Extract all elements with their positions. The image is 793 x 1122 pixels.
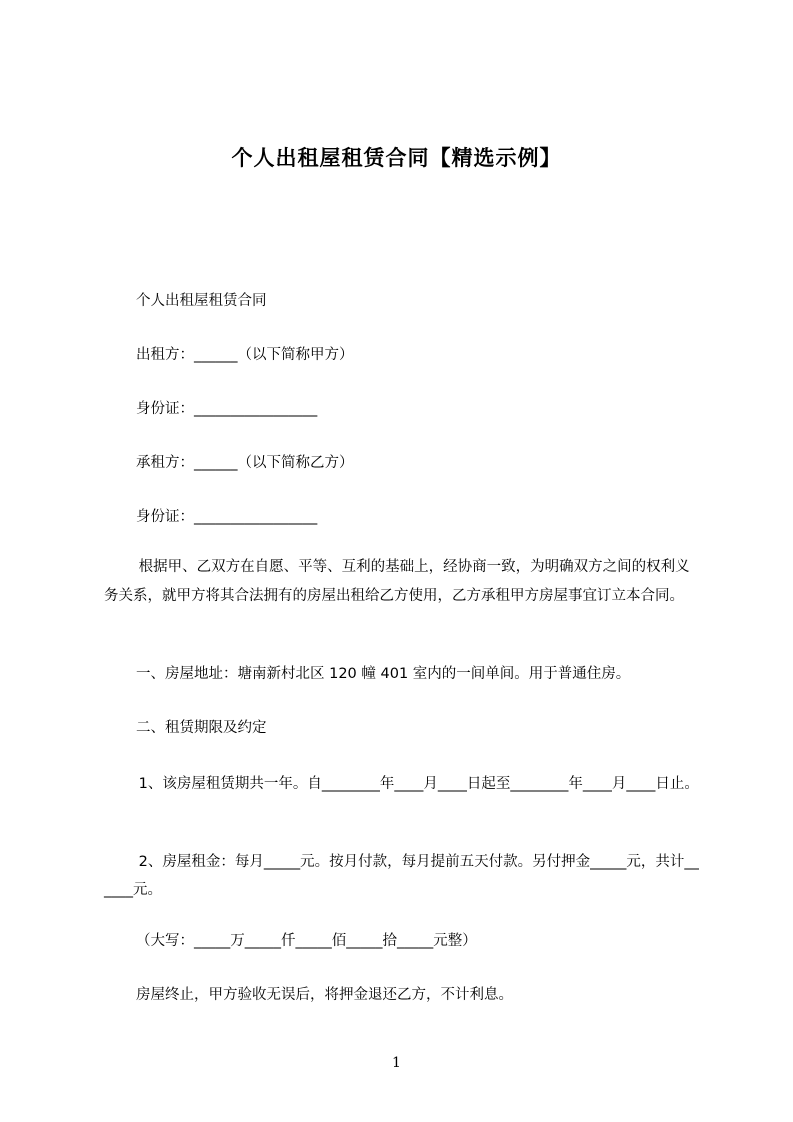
- clause-1-address: 一、房屋地址：塘南新村北区 120 幢 401 室内的一间单间。用于普通住房。: [136, 666, 631, 682]
- preamble-paragraph: 根据甲、乙双方在自愿、平等、互利的基础上，经协商一致，为明确双方之间的权利义务关系，就甲方将其合法拥有的房屋出租给乙方使用，乙方承租甲方房屋事宜订立本合同。: [104, 559, 690, 604]
- page-number: 1: [392, 1055, 401, 1071]
- document-title: 个人出租屋租赁合同【精选示例】: [231, 146, 562, 170]
- deposit-refund-line: 房屋终止，甲方验收无误后，将押金退还乙方，不计利息。: [136, 987, 513, 1003]
- lessor-line: 出租方：______（以下简称甲方）: [136, 347, 354, 363]
- lessee-line: 承租方：______（以下简称乙方）: [136, 455, 354, 471]
- contract-heading: 个人出租屋租赁合同: [136, 293, 267, 309]
- clause-2-2-rent: 2、房屋租金：每月_____元。按月付款，每月提前五天付款。另付押金_____元，共计______元。: [104, 854, 699, 898]
- lessor-id-line: 身份证：_________________: [136, 401, 318, 417]
- amount-in-words-line: （大写：_____万_____仟_____佰_____拾_____元整）: [136, 933, 477, 949]
- clause-2-1-term: 1、该房屋租赁期共一年。自________年____月____日起至________年____月____日止。: [134, 776, 699, 792]
- clause-2-heading: 二、租赁期限及约定: [136, 720, 267, 736]
- lessee-id-line: 身份证：_________________: [136, 509, 318, 525]
